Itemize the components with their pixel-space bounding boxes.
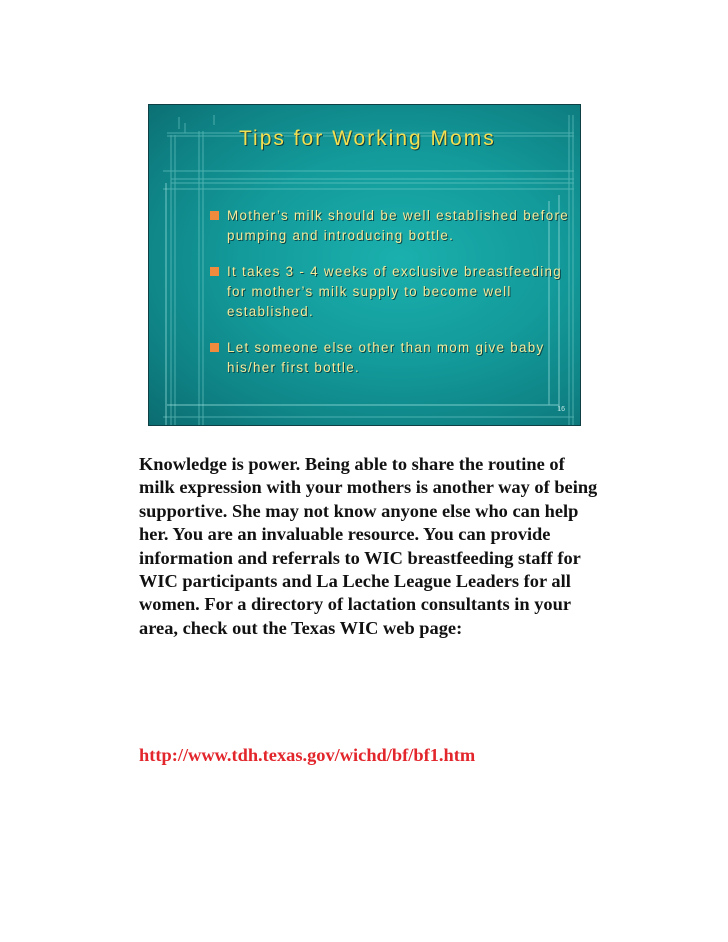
square-bullet-icon (210, 267, 219, 276)
slide-bullet-text: It takes 3 - 4 weeks of exclusive breastfeeding for mother’s milk supply to become well established. (227, 264, 563, 319)
slide-bullet (210, 206, 570, 246)
slide-bullet-list (210, 206, 570, 394)
square-bullet-icon (210, 343, 219, 352)
slide-bullet (210, 338, 570, 378)
slide-bullet (210, 262, 570, 322)
slide-title: Tips for Working Moms (239, 127, 496, 150)
presentation-slide (148, 104, 581, 426)
slide-bullet-text: Mother’s milk should be well established before pumping and introducing bottle. (227, 208, 569, 243)
texas-wic-link[interactable]: http://www.tdh.texas.gov/wichd/bf/bf1.htm (139, 745, 476, 765)
square-bullet-icon (210, 211, 219, 220)
body-paragraph: Knowledge is power. Being able to share the routine of milk expression with your mothers is another way of being supportive. She may not know anyone else who can help her. You are an invaluable resource. You can provide information and referrals to WIC breastfeeding staff for WIC participants and La Leche League Leaders for all women. For a directory of lactation consultants in your area, check out the Texas WIC web page: (139, 454, 598, 638)
slide-bullet-text: Let someone else other than mom give baby his/her first bottle. (227, 340, 545, 375)
slide-page-number: 16 (557, 406, 565, 413)
